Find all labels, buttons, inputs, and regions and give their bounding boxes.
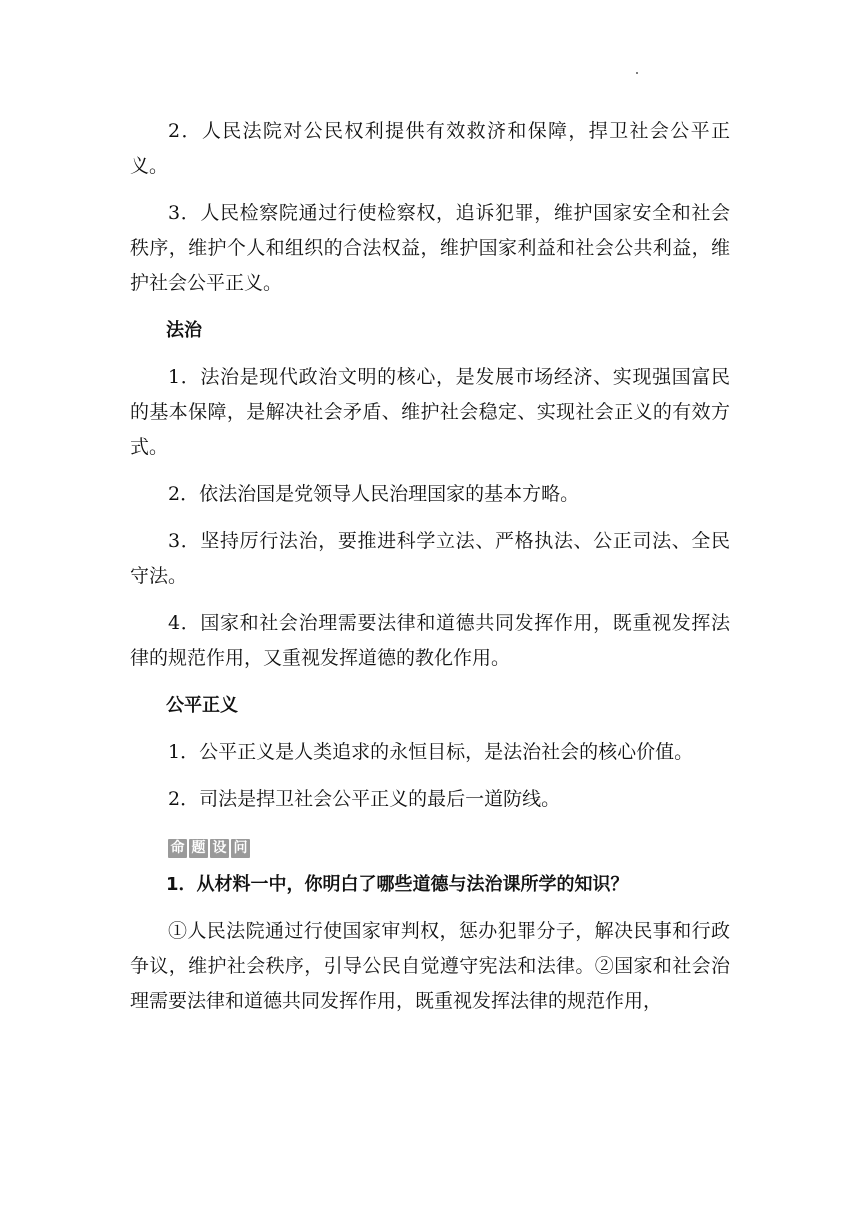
rule-of-law-heading: 法治 bbox=[166, 320, 202, 341]
court-paragraph-3: 3．人民检察院通过行使检察权，追诉犯罪，维护国家安全和社会秩序，维护个人和组织的合法权益，维护国家利益和社会公共利益，维护社会公平正义。 bbox=[130, 202, 730, 294]
court-paragraph-2: 2．人民法院对公民权利提供有效救济和保障，捍卫社会公平正义。 bbox=[130, 120, 730, 177]
question-tag-char: 题 bbox=[189, 839, 208, 858]
answer-1: ①人民法院通过行使国家审判权，惩办犯罪分子，解决民事和行政争议，维护社会秩序，引导公民自觉遵守宪法和法律。②国家和社会治理需要法律和道德共同发挥作用，既重视发挥法律的规范作用， bbox=[130, 920, 730, 1012]
rule-of-law-paragraph-4: 4．国家和社会治理需要法律和道德共同发挥作用，既重视发挥法律的规范作用，又重视发挥道德的教化作用。 bbox=[130, 612, 730, 669]
rule-of-law-paragraph-1: 1．法治是现代政治文明的核心，是发展市场经济、实现强国富民的基本保障，是解决社会矛盾、维护社会稳定、实现社会正义的有效方式。 bbox=[130, 366, 730, 458]
rule-of-law-paragraph-3: 3．坚持厉行法治，要推进科学立法、严格执法、公正司法、全民守法。 bbox=[130, 530, 730, 587]
question-tag-row bbox=[130, 829, 730, 857]
question-tag bbox=[168, 839, 250, 858]
question-1: 1．从材料一中，你明白了哪些道德与法治课所学的知识？ bbox=[166, 874, 629, 895]
document-body bbox=[130, 114, 730, 1031]
question-tag-char: 命 bbox=[168, 839, 187, 858]
fairness-paragraph-1: 1．公平正义是人类追求的永恒目标，是法治社会的核心价值。 bbox=[168, 741, 694, 763]
fairness-paragraph-2: 2．司法是捍卫社会公平正义的最后一道防线。 bbox=[168, 788, 561, 810]
fairness-heading: 公平正义 bbox=[166, 695, 238, 716]
question-tag-char: 问 bbox=[231, 839, 250, 858]
page-mark bbox=[636, 72, 638, 74]
question-tag-char: 设 bbox=[210, 839, 229, 858]
rule-of-law-paragraph-2: 2．依法治国是党领导人民治理国家的基本方略。 bbox=[168, 483, 580, 505]
